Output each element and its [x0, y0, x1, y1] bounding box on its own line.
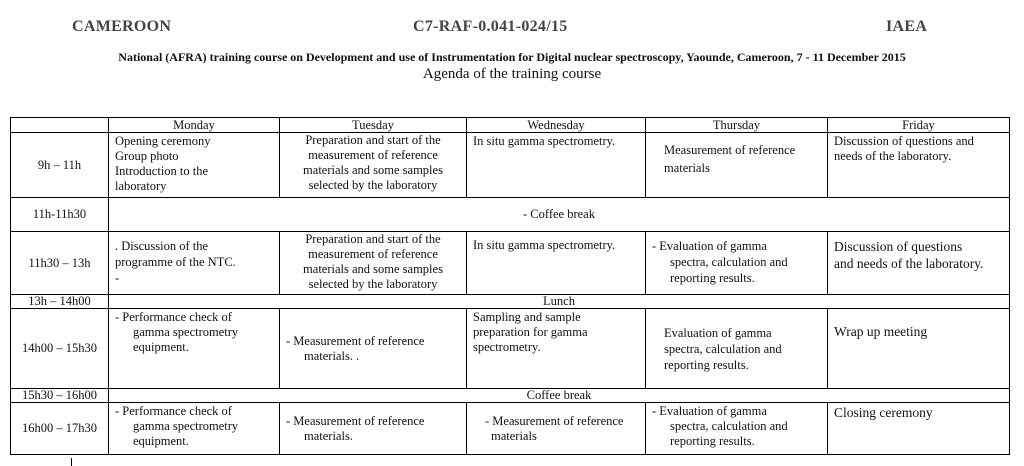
day-header: Monday: [109, 118, 280, 133]
cell-line: Introduction to the: [115, 164, 209, 178]
cell-line: -: [115, 271, 120, 285]
cell-line: materials and some samples: [303, 262, 443, 276]
document-subtitle: Agenda of the training course: [422, 66, 602, 82]
table-row: [11, 232, 1010, 295]
cell-line: Preparation and start of the: [305, 232, 441, 246]
agenda-table: [10, 117, 1010, 455]
break-cell: Lunch: [109, 295, 1010, 309]
session-cell: [280, 133, 467, 198]
cell-line: In situ gamma spectrometry.: [473, 134, 616, 148]
corner-cell: [11, 118, 109, 133]
break-cell: Coffee break: [109, 389, 1010, 403]
session-cell: [280, 232, 467, 295]
header-project-code: C7-RAF-0.041-024/15: [413, 18, 568, 35]
table-row: [11, 389, 1010, 403]
session-cell: [828, 403, 1010, 455]
cell-line: measurement of reference: [308, 247, 438, 261]
session-cell: [467, 232, 646, 295]
session-cell: [828, 309, 1010, 389]
table-header-row: [11, 118, 1010, 133]
session-cell: [109, 232, 280, 295]
cell-line: - Evaluation of gamma: [652, 239, 767, 253]
cell-line: laboratory: [115, 179, 167, 193]
cell-line: programme of the NTC.: [115, 255, 236, 269]
time-cell: 14h00 – 15h30: [11, 309, 109, 389]
cell-line: selected by the laboratory: [308, 277, 438, 291]
table-row: [11, 133, 1010, 198]
cell-line: . Discussion of the: [115, 239, 209, 253]
cell-line: - Evaluation of gamma: [652, 404, 767, 418]
table-row: [11, 309, 1010, 389]
session-cell: [646, 403, 828, 455]
cell-line: materials: [664, 161, 710, 175]
session-cell: [646, 232, 828, 295]
cell-line: spectrometry.: [473, 340, 541, 354]
cell-line: gamma spectrometry: [133, 419, 239, 433]
cell-line: - Measurement of reference: [485, 413, 624, 428]
cell-line: Preparation and start of the: [305, 133, 441, 147]
cell-line: measurement of reference: [308, 148, 438, 162]
session-cell: [828, 232, 1010, 295]
cell-line: reporting results.: [670, 271, 755, 285]
cell-line: equipment.: [133, 340, 189, 354]
session-cell: [467, 403, 646, 455]
day-header: Tuesday: [280, 118, 467, 133]
cell-line: Evaluation of gamma: [664, 325, 772, 340]
cell-line: Measurement of reference: [664, 143, 796, 157]
text-cursor-mark: [71, 458, 72, 466]
header-organization: IAEA: [886, 18, 928, 35]
time-cell: 9h – 11h: [11, 133, 109, 198]
table-row: [11, 198, 1010, 232]
cell-line: materials. .: [304, 348, 360, 363]
cell-line: gamma spectrometry: [133, 325, 239, 339]
cell-line: selected by the laboratory: [308, 178, 438, 192]
cell-line: preparation for gamma: [473, 325, 588, 339]
session-cell: [467, 309, 646, 389]
cell-line: spectra, calculation and: [664, 341, 782, 356]
cell-line: - Performance check of: [115, 310, 232, 324]
time-cell: 16h00 – 17h30: [11, 403, 109, 455]
cell-line: needs of the laboratory.: [834, 149, 952, 163]
session-cell: [828, 133, 1010, 198]
time-cell: 11h-11h30: [11, 198, 109, 232]
cell-line: reporting results.: [664, 357, 749, 372]
session-cell: [280, 403, 467, 455]
session-cell: [109, 403, 280, 455]
day-header: Wednesday: [467, 118, 646, 133]
cell-line: Group photo: [115, 149, 179, 163]
cell-line: - Performance check of: [115, 404, 232, 418]
cell-line: materials: [491, 428, 537, 443]
session-cell: [646, 133, 828, 198]
cell-line: materials and some samples: [303, 163, 443, 177]
table-row: [11, 295, 1010, 309]
cell-line: Opening ceremony: [115, 134, 211, 148]
day-header: Thursday: [646, 118, 828, 133]
cell-line: equipment.: [133, 434, 189, 448]
session-cell: [646, 309, 828, 389]
time-cell: 13h – 14h00: [11, 295, 109, 309]
cell-line: materials.: [304, 428, 353, 443]
cell-line: and needs of the laboratory.: [834, 256, 984, 271]
session-cell: [109, 133, 280, 198]
break-cell: - Coffee break: [109, 198, 1010, 232]
cell-line: In situ gamma spectrometry.: [473, 238, 616, 252]
time-cell: 11h30 – 13h: [11, 232, 109, 295]
cell-line: reporting results.: [670, 434, 755, 448]
cell-line: Discussion of questions: [834, 239, 963, 254]
session-cell: [280, 309, 467, 389]
cell-line: Discussion of questions and: [834, 134, 974, 148]
cell-line: Closing ceremony: [834, 405, 933, 420]
session-cell: [467, 133, 646, 198]
day-header: Friday: [828, 118, 1010, 133]
time-cell: 15h30 – 16h00: [11, 389, 109, 403]
cell-line: Sampling and sample: [473, 310, 581, 324]
cell-line: spectra, calculation and: [670, 419, 788, 433]
cell-line: - Measurement of reference: [286, 413, 425, 428]
session-cell: [109, 309, 280, 389]
cell-line: Wrap up meeting: [834, 324, 928, 339]
cell-line: spectra, calculation and: [670, 255, 788, 269]
cell-line: - Measurement of reference: [286, 333, 425, 348]
table-row: [11, 403, 1010, 455]
document-title: National (AFRA) training course on Development and use of Instrumentation for Digital nuclear spectroscopy, Yaounde, Cameroon, 7 - 11 December 2015: [118, 50, 906, 64]
header-country: CAMEROON: [72, 18, 172, 35]
